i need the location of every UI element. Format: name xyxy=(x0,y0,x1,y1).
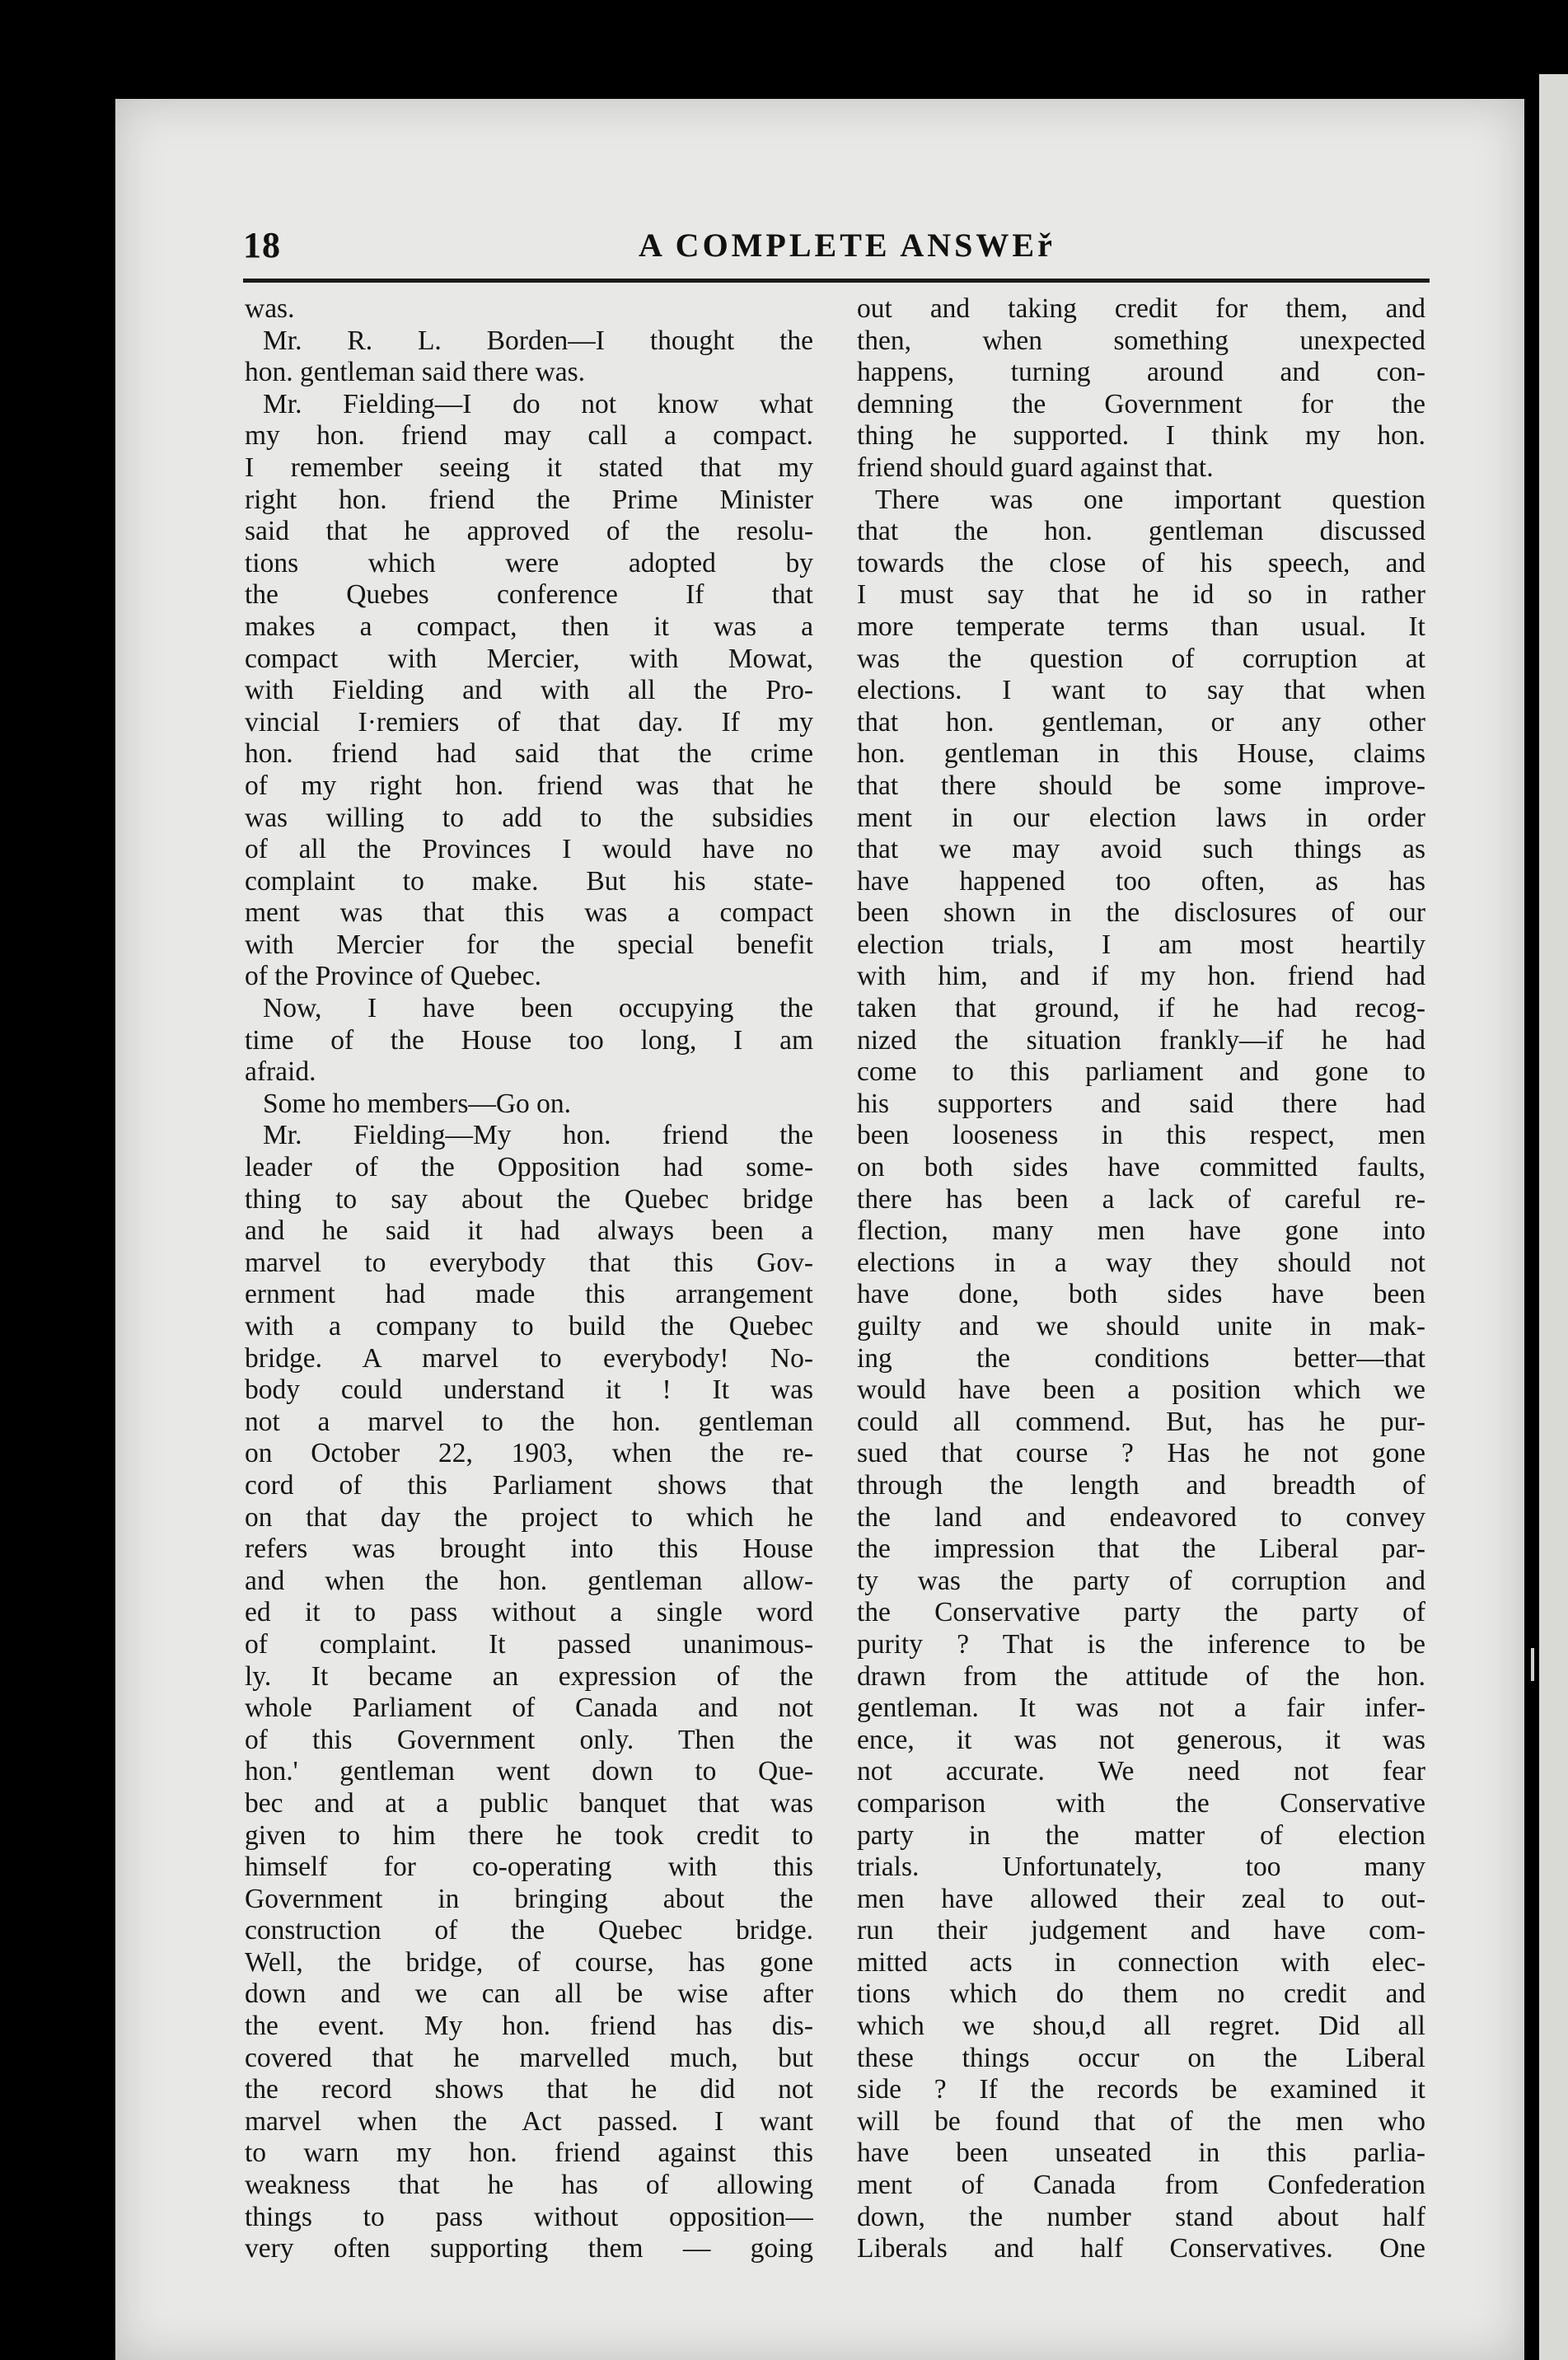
text-line: was willing to add to the subsidies xyxy=(245,802,813,833)
text-line: of complaint. It passed unanimous- xyxy=(245,1628,813,1660)
text-line: the Quebes conference If that xyxy=(245,579,813,611)
text-line: with Fielding and with all the Pro- xyxy=(245,675,813,706)
text-line: to warn my hon. friend against this xyxy=(245,2138,813,2169)
text-line: said that he approved of the resolu- xyxy=(245,516,813,547)
text-line: my hon. friend may call a compact. xyxy=(245,420,813,452)
text-line: mitted acts in connection with elec- xyxy=(857,1946,1425,1978)
text-line: guilty and we should unite in mak- xyxy=(857,1311,1425,1342)
text-line: time of the House too long, I am xyxy=(245,1024,813,1056)
text-line: weakness that he has of allowing xyxy=(245,2170,813,2201)
text-line: marvel when the Act passed. I want xyxy=(245,2105,813,2137)
scan-speck xyxy=(1531,1648,1534,1681)
text-line: elections. I want to say that when xyxy=(857,675,1425,706)
text-line: thing he supported. I think my hon. xyxy=(857,420,1425,452)
text-line: tions which do them no credit and xyxy=(857,1978,1425,2010)
text-line: There was one important question xyxy=(875,484,1425,515)
text-line: been looseness in this respect, men xyxy=(857,1120,1425,1151)
text-line: given to him there he took credit to xyxy=(245,1819,813,1851)
text-line: with a company to build the Quebec xyxy=(245,1311,813,1342)
text-line: with Mercier for the special benefit xyxy=(245,929,813,960)
text-line: not accurate. We need not fear xyxy=(857,1756,1425,1787)
text-line: flection, many men have gone into xyxy=(857,1215,1425,1247)
text-line: Mr. Fielding—I do not know what xyxy=(263,388,813,419)
text-line: right hon. friend the Prime Minister xyxy=(245,484,813,515)
text-line: was. xyxy=(245,293,295,324)
text-line: afraid. xyxy=(245,1056,316,1088)
text-line: friend should guard against that. xyxy=(857,452,1214,483)
text-line: would have been a position which we xyxy=(857,1374,1425,1406)
text-line: hon. gentleman in this House, claims xyxy=(857,738,1425,770)
text-line: have happened too often, as has xyxy=(857,865,1425,897)
text-line: bridge. A marvel to everybody! No- xyxy=(245,1342,813,1374)
text-line: I must say that he id so in rather xyxy=(857,579,1425,611)
text-line: will be found that of the men who xyxy=(857,2105,1425,2137)
text-line: thing to say about the Quebec bridge xyxy=(245,1183,813,1215)
text-line: drawn from the attitude of the hon. xyxy=(857,1660,1425,1692)
text-line: been shown in the disclosures of our xyxy=(857,897,1425,929)
text-line: which we shou,d all regret. Did all xyxy=(857,2011,1425,2042)
text-line: down and we can all be wise after xyxy=(245,1978,813,2010)
text-line: there has been a lack of careful re- xyxy=(857,1183,1425,1215)
text-line: on both sides have committed faults, xyxy=(857,1152,1425,1183)
text-line: ence, it was not generous, it was xyxy=(857,1724,1425,1755)
text-line: have been unseated in this parlia- xyxy=(857,2138,1425,2169)
text-line: refers was brought into this House xyxy=(245,1534,813,1565)
text-line: things to pass without opposition— xyxy=(245,2201,813,2232)
text-line: gentleman. It was not a fair infer- xyxy=(857,1693,1425,1724)
text-line: Government in bringing about the xyxy=(245,1883,813,1914)
text-line: ed it to pass without a single word xyxy=(245,1597,813,1628)
text-line: of this Government only. Then the xyxy=(245,1724,813,1755)
text-line: was the question of corruption at xyxy=(857,643,1425,674)
text-line: sued that course ? Has he not gone xyxy=(857,1438,1425,1469)
text-line: of all the Provinces I would have no xyxy=(245,834,813,865)
text-line: towards the close of his speech, and xyxy=(857,547,1425,578)
text-line: more temperate terms than usual. It xyxy=(857,611,1425,642)
text-line: the record shows that he did not xyxy=(245,2074,813,2105)
text-line: then, when something unexpected xyxy=(857,325,1425,356)
left-text-column xyxy=(245,293,813,2265)
header-rule xyxy=(243,279,1430,283)
text-line: Well, the bridge, of course, has gone xyxy=(245,1946,813,1978)
text-line: very often supporting them — going xyxy=(245,2233,813,2264)
text-line: the land and endeavored to convey xyxy=(857,1501,1425,1533)
text-line: his supporters and said there had xyxy=(857,1088,1425,1119)
text-line: ly. It became an expression of the xyxy=(245,1660,813,1692)
text-line: Some ho members—Go on. xyxy=(263,1088,572,1119)
text-line: ment of Canada from Confederation xyxy=(857,2170,1425,2201)
text-line: Mr. R. L. Borden—I thought the xyxy=(263,325,813,356)
text-line: these things occur on the Liberal xyxy=(857,2042,1425,2073)
text-line: ernment had made this arrangement xyxy=(245,1279,813,1310)
text-line: body could understand it ! It was xyxy=(245,1374,813,1406)
text-line: on October 22, 1903, when the re- xyxy=(245,1438,813,1469)
text-line: vincial I·remiers of that day. If my xyxy=(245,706,813,738)
text-line: construction of the Quebec bridge. xyxy=(245,1915,813,1946)
text-line: that we may avoid such things as xyxy=(857,834,1425,865)
text-line: complaint to make. But his state- xyxy=(245,865,813,897)
text-line: I remember seeing it stated that my xyxy=(245,452,813,483)
text-line: leader of the Opposition had some- xyxy=(245,1152,813,1183)
text-line: of the Province of Quebec. xyxy=(245,961,541,992)
text-line: purity ? That is the inference to be xyxy=(857,1628,1425,1660)
text-line: could all commend. But, has he pur- xyxy=(857,1406,1425,1437)
text-line: through the length and breadth of xyxy=(857,1469,1425,1501)
text-line: taken that ground, if he had recog- xyxy=(857,993,1425,1024)
text-line: not a marvel to the hon. gentleman xyxy=(245,1406,813,1437)
running-title: A COMPLETE ANSWEř xyxy=(639,227,1055,264)
text-line: comparison with the Conservative xyxy=(857,1787,1425,1819)
text-line: bec and at a public banquet that was xyxy=(245,1787,813,1819)
text-line: ty was the party of corruption and xyxy=(857,1565,1425,1596)
text-line: side ? If the records be examined it xyxy=(857,2074,1425,2105)
text-line: have done, both sides have been xyxy=(857,1279,1425,1310)
text-line: Now, I have been occupying the xyxy=(263,993,813,1024)
facing-page-edge xyxy=(1539,74,1568,2360)
text-line: makes a compact, then it was a xyxy=(245,611,813,642)
text-line: ment was that this was a compact xyxy=(245,897,813,929)
text-line: the impression that the Liberal par- xyxy=(857,1534,1425,1565)
text-line: ing the conditions better—that xyxy=(857,1342,1425,1374)
text-line: tions which were adopted by xyxy=(245,547,813,578)
text-line: himself for co-operating with this xyxy=(245,1852,813,1883)
text-line: the event. My hon. friend has dis- xyxy=(245,2011,813,2042)
page-number: 18 xyxy=(243,225,281,265)
text-line: of my right hon. friend was that he xyxy=(245,770,813,801)
text-line: down, the number stand about half xyxy=(857,2201,1425,2232)
text-line: happens, turning around and con- xyxy=(857,357,1425,388)
text-line: that the hon. gentleman discussed xyxy=(857,516,1425,547)
right-text-column xyxy=(857,293,1425,2265)
text-line: covered that he marvelled much, but xyxy=(245,2042,813,2073)
text-line: compact with Mercier, with Mowat, xyxy=(245,643,813,674)
text-line: elections in a way they should not xyxy=(857,1247,1425,1278)
text-line: men have allowed their zeal to out- xyxy=(857,1883,1425,1914)
text-line: run their judgement and have com- xyxy=(857,1915,1425,1946)
text-line: that there should be some improve- xyxy=(857,770,1425,801)
text-line: cord of this Parliament shows that xyxy=(245,1469,813,1501)
text-line: the Conservative party the party of xyxy=(857,1597,1425,1628)
text-line: Liberals and half Conservatives. One xyxy=(857,2233,1425,2264)
text-line: on that day the project to which he xyxy=(245,1501,813,1533)
text-line: come to this parliament and gone to xyxy=(857,1056,1425,1088)
text-line: and when the hon. gentleman allow- xyxy=(245,1565,813,1596)
text-line: ment in our election laws in order xyxy=(857,802,1425,833)
text-line: nized the situation frankly—if he had xyxy=(857,1024,1425,1056)
text-line: party in the matter of election xyxy=(857,1819,1425,1851)
text-line: hon. gentleman said there was. xyxy=(245,357,586,388)
text-line: with him, and if my hon. friend had xyxy=(857,961,1425,992)
text-line: that hon. gentleman, or any other xyxy=(857,706,1425,738)
text-line: marvel to everybody that this Gov- xyxy=(245,1247,813,1278)
text-line: demning the Government for the xyxy=(857,388,1425,419)
text-line: Mr. Fielding—My hon. friend the xyxy=(263,1120,813,1151)
text-line: and he said it had always been a xyxy=(245,1215,813,1247)
text-line: whole Parliament of Canada and not xyxy=(245,1693,813,1724)
text-line: trials. Unfortunately, too many xyxy=(857,1852,1425,1883)
page-header xyxy=(243,224,1430,274)
text-line: hon. friend had said that the crime xyxy=(245,738,813,770)
text-line: election trials, I am most heartily xyxy=(857,929,1425,960)
text-line: hon.' gentleman went down to Que- xyxy=(245,1756,813,1787)
text-line: out and taking credit for them, and xyxy=(857,293,1425,324)
